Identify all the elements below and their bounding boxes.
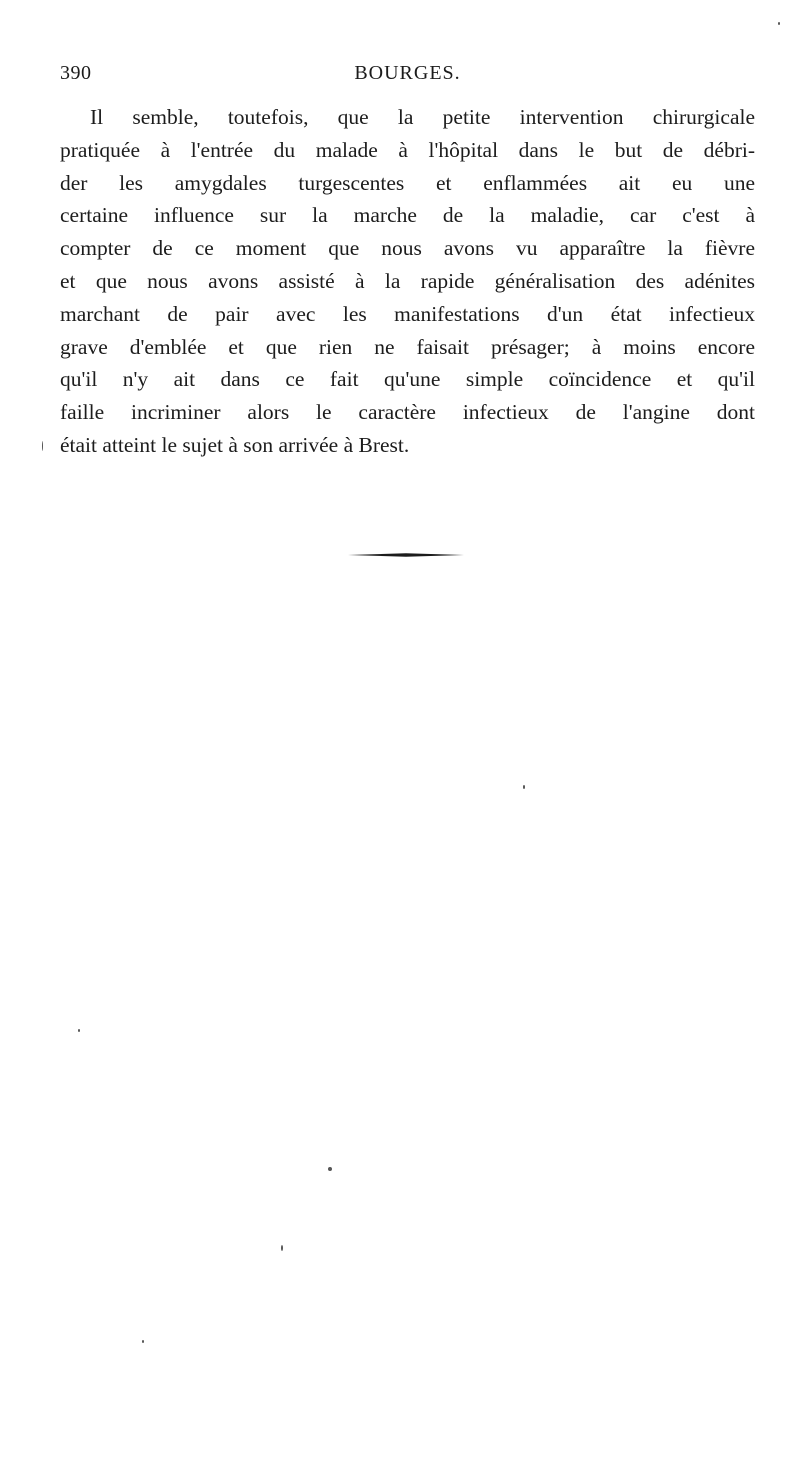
text-line: der les amygdales turgescentes et enflammées ait eu une (60, 170, 755, 195)
scan-speck (78, 1029, 80, 1032)
text-line: compter de ce moment que nous avons vu apparaître la fièvre (60, 236, 755, 261)
text-line: qu'il n'y ait dans ce fait qu'une simple coïncidence et qu'il (60, 367, 755, 392)
section-end-rule (348, 553, 464, 557)
text-line: grave d'emblée et que rien ne faisait présager; à moins encore (60, 334, 755, 359)
text-line: marchant de pair avec les manifestations d'un état infectieux (60, 301, 755, 326)
text-line: pratiquée à l'entrée du malade à l'hôpital dans le but de débri- (60, 137, 755, 162)
text-line: faille incriminer alors le caractère infectieux de l'angine dont (60, 400, 755, 425)
body-paragraph (60, 101, 755, 462)
text-line: et que nous avons assisté à la rapide généralisation des adénites (60, 268, 755, 293)
scan-speck (142, 1340, 144, 1343)
page-number: 390 (60, 62, 92, 84)
text-line: Il semble, toutefois, que la petite intervention chirurgicale (90, 105, 755, 129)
scan-speck (523, 785, 525, 789)
text-line: certaine influence sur la marche de la maladie, car c'est à (60, 203, 755, 228)
scan-speck (778, 22, 780, 25)
scan-speck (328, 1167, 332, 1171)
running-title: BOURGES. (354, 62, 461, 84)
scan-speck (42, 441, 43, 451)
scan-speck (281, 1245, 283, 1251)
text-line: était atteint le sujet à son arrivée à Brest. (60, 432, 410, 457)
running-head (60, 62, 755, 90)
